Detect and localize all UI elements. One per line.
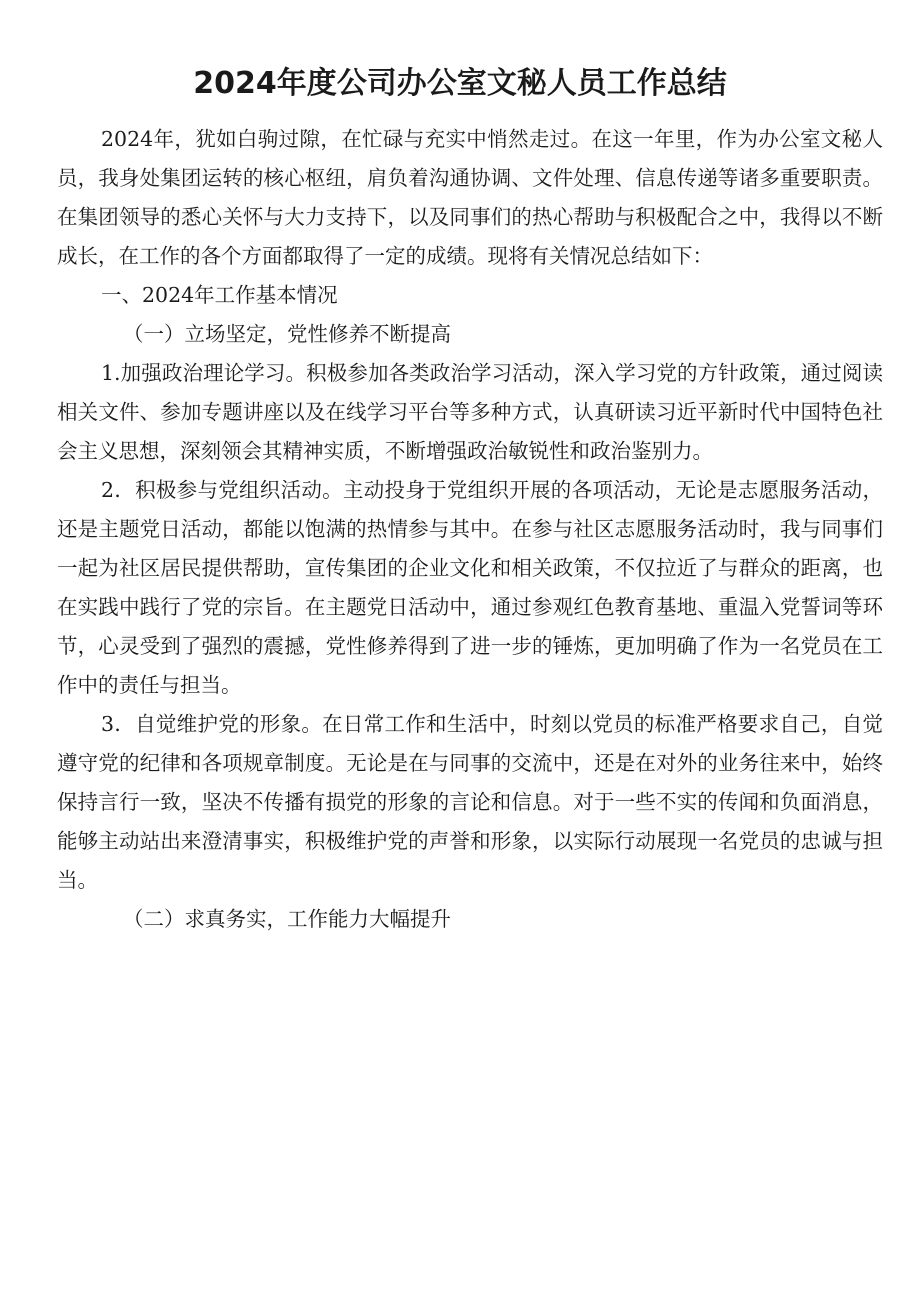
subsection-heading-2: （二）求真务实，工作能力大幅提升 xyxy=(123,907,451,931)
item-paragraph-1: 1.加强政治理论学习。积极参加各类政治学习活动，深入学习党的方针政策，通过阅读相关文件、参加专题讲座以及在线学习平台等多种方式，认真研读习近平新时代中国特色社会主义思想，深刻领会其精神实质，不断增强政治敏锐性和政治鉴别力。 xyxy=(57,361,883,463)
section-heading-1: 一、2024年工作基本情况 xyxy=(101,283,338,307)
item-paragraph-3: 3．自觉维护党的形象。在日常工作和生活中，时刻以党员的标准严格要求自己，自觉遵守党的纪律和各项规章制度。无论是在与同事的交流中，还是在对外的业务往来中，始终保持言行一致，坚决不传播有损党的形象的言论和信息。对于一些不实的传闻和负面消息，能够主动站出来澄清事实，积极维护党的声誉和形象，以实际行动展现一名党员的忠诚与担当。 xyxy=(57,712,883,892)
document-body xyxy=(57,120,883,939)
item-paragraph-2: 2．积极参与党组织活动。主动投身于党组织开展的各项活动，无论是志愿服务活动，还是主题党日活动，都能以饱满的热情参与其中。在参与社区志愿服务活动时，我与同事们一起为社区居民提供帮助，宣传集团的企业文化和相关政策，不仅拉近了与群众的距离，也在实践中践行了党的宗旨。在主题党日活动中，通过参观红色教育基地、重温入党誓词等环节，心灵受到了强烈的震撼，党性修养得到了进一步的锤炼，更加明确了作为一名党员在工作中的责任与担当。 xyxy=(57,478,883,697)
intro-paragraph: 2024年，犹如白驹过隙，在忙碌与充实中悄然走过。在这一年里，作为办公室文秘人员，我身处集团运转的核心枢纽，肩负着沟通协调、文件处理、信息传递等诸多重要职责。在集团领导的悉心关怀与大力支持下，以及同事们的热心帮助与积极配合之中，我得以不断成长，在工作的各个方面都取得了一定的成绩。现将有关情况总结如下： xyxy=(57,127,883,268)
subsection-heading-1: （一）立场坚定，党性修养不断提高 xyxy=(123,322,451,346)
document-title: 2024年度公司办公室文秘人员工作总结 xyxy=(193,66,727,101)
